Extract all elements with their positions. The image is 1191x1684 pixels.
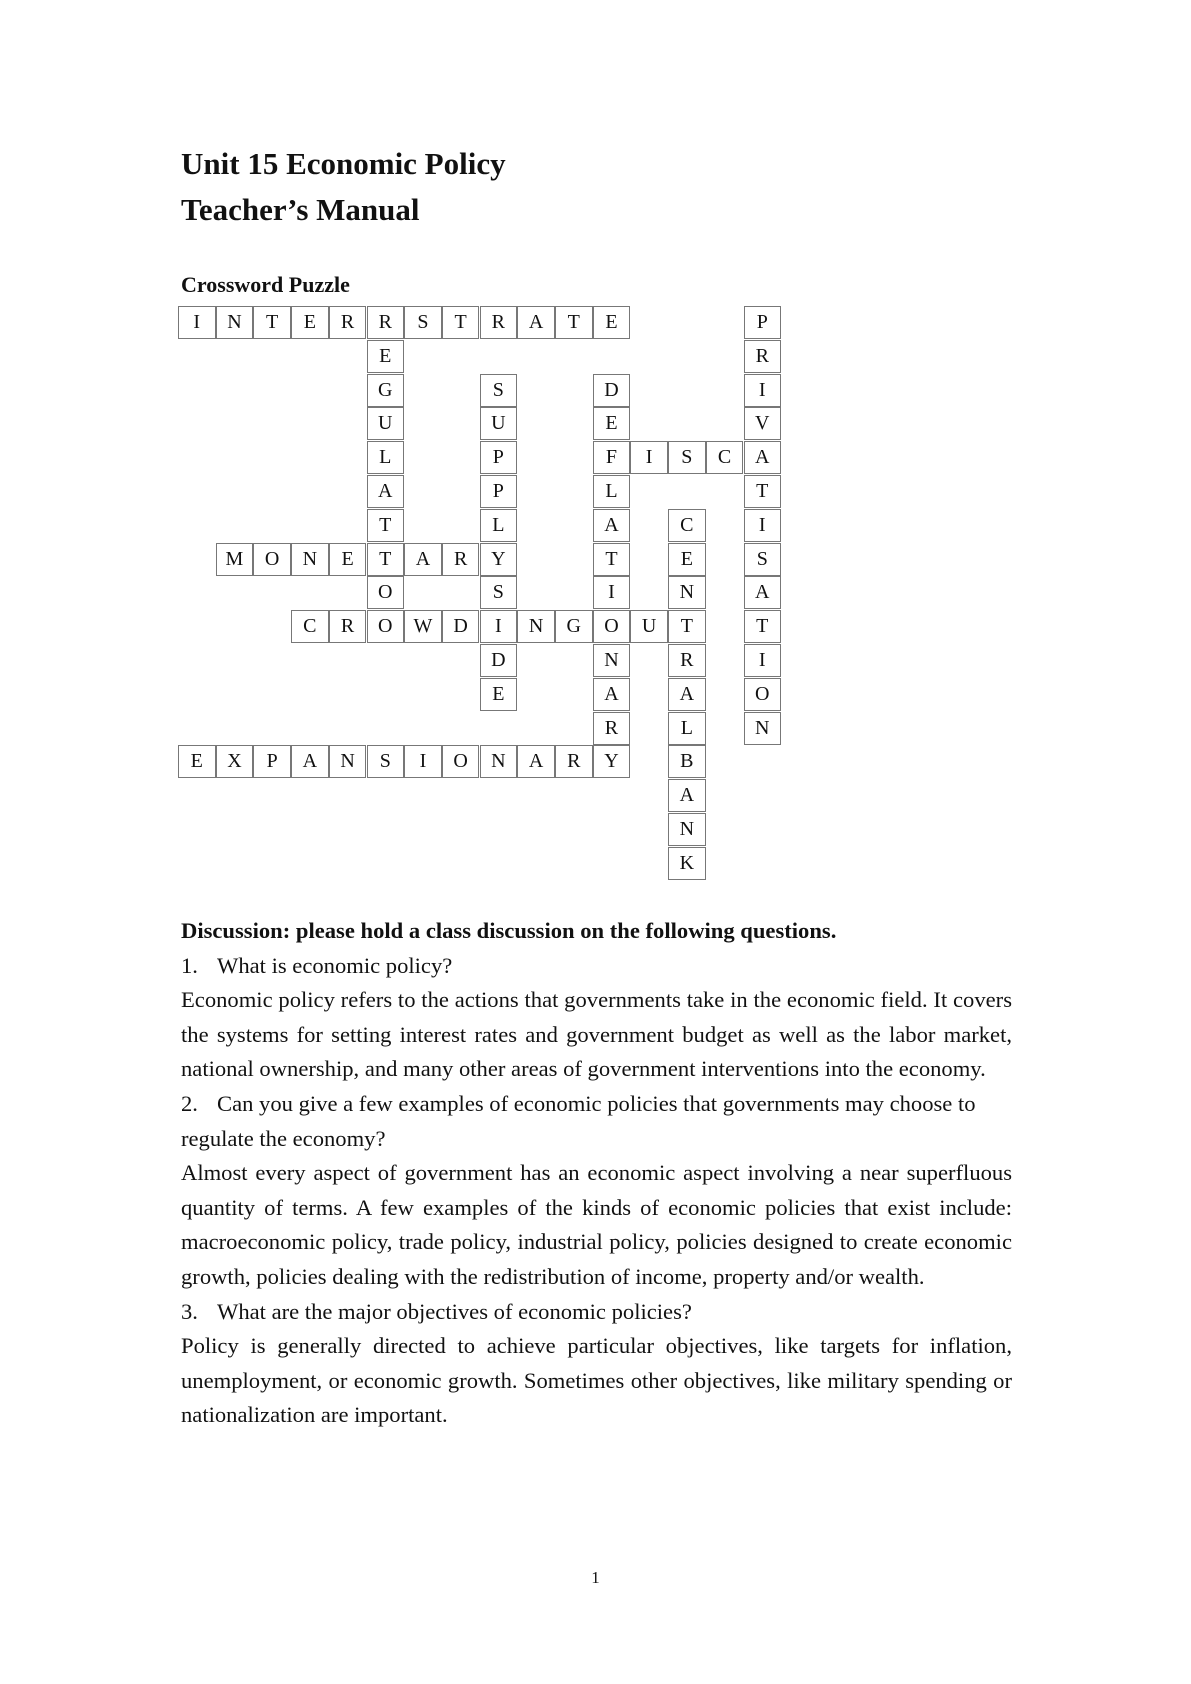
crossword-cell: F	[593, 441, 631, 474]
crossword-cell: S	[480, 576, 518, 609]
crossword-cell: A	[517, 306, 555, 339]
crossword-cell: N	[517, 610, 555, 643]
crossword-cell: T	[555, 306, 593, 339]
crossword-cell: O	[593, 610, 631, 643]
answer-2: Almost every aspect of government has an economic aspect involving a near superfluous quantity of terms. A few examples of the kinds of economic policies that exist include: macroeconomic policy, trade policy, industrial policy, policies designed to create economic growth, policies dealing with the redistribution of income, property and/or wealth.	[181, 1160, 1012, 1289]
crossword-cell: I	[404, 745, 442, 778]
crossword-cell: K	[668, 847, 706, 880]
page-number: 1	[591, 1568, 600, 1587]
crossword-cell: E	[178, 745, 216, 778]
crossword-cell: N	[480, 745, 518, 778]
answer-1: Economic policy refers to the actions that governments take in the economic field. It covers the systems for setting interest rates and government budget as well as the labor market, national ownership, and many other areas of government interventions into the economy.	[181, 987, 1012, 1082]
crossword-cell: R	[668, 644, 706, 677]
crossword-cell: D	[442, 610, 480, 643]
crossword-cell: I	[593, 576, 631, 609]
crossword-cell: R	[442, 543, 480, 576]
crossword-cell: N	[216, 306, 254, 339]
question-number: 1.	[181, 952, 198, 978]
question-text: Can you give a few examples of economic policies that governments may choose to regulate the economy?	[181, 1090, 976, 1151]
crossword-cell: O	[367, 576, 405, 609]
crossword-cell: A	[593, 678, 631, 711]
crossword-cell: A	[668, 779, 706, 812]
crossword-cell: S	[480, 374, 518, 407]
crossword-cell: P	[744, 306, 782, 339]
crossword-cell: R	[593, 712, 631, 745]
crossword-cell: L	[480, 509, 518, 542]
crossword-cell: I	[480, 610, 518, 643]
crossword-cell: T	[593, 543, 631, 576]
crossword-cell: X	[216, 745, 254, 778]
crossword-cell: D	[480, 644, 518, 677]
crossword-cell: E	[593, 306, 631, 339]
crossword-cell: S	[744, 543, 782, 576]
crossword-cell: P	[480, 475, 518, 508]
crossword-cell: C	[706, 441, 744, 474]
crossword-cell: G	[555, 610, 593, 643]
crossword-cell: B	[668, 745, 706, 778]
crossword-cell: E	[480, 678, 518, 711]
crossword-cell: I	[178, 306, 216, 339]
crossword-cell: Y	[593, 745, 631, 778]
crossword-cell: L	[668, 712, 706, 745]
crossword-cell: S	[367, 745, 405, 778]
crossword-cell: I	[630, 441, 668, 474]
question-number: 2.	[181, 1090, 198, 1116]
crossword-cell: O	[442, 745, 480, 778]
crossword-cell: M	[216, 543, 254, 576]
crossword-cell: N	[668, 576, 706, 609]
crossword-cell: R	[555, 745, 593, 778]
crossword-cell: R	[744, 340, 782, 373]
crossword-cell: A	[404, 543, 442, 576]
crossword-cell: O	[253, 543, 291, 576]
crossword-cell: T	[367, 509, 405, 542]
crossword-cell: U	[480, 407, 518, 440]
crossword-cell: O	[367, 610, 405, 643]
crossword-cell: E	[367, 340, 405, 373]
question-text: What is economic policy?	[217, 952, 453, 978]
crossword-cell: A	[291, 745, 329, 778]
crossword-cell: N	[291, 543, 329, 576]
crossword-cell: I	[744, 509, 782, 542]
question-2	[181, 1087, 1012, 1156]
crossword-cell: L	[367, 441, 405, 474]
crossword-cell: T	[253, 306, 291, 339]
answer-3: Policy is generally directed to achieve particular objectives, like targets for inflation, unemployment, or economic growth. Sometimes other objectives, like military spending or nationalization are important.	[181, 1333, 1012, 1428]
crossword-cell: S	[404, 306, 442, 339]
crossword-cell: N	[668, 813, 706, 846]
question-1	[181, 949, 1012, 984]
crossword-cell: A	[593, 509, 631, 542]
crossword-cell: T	[744, 475, 782, 508]
crossword-cell: E	[668, 543, 706, 576]
crossword-cell: R	[329, 306, 367, 339]
crossword-cell: V	[744, 407, 782, 440]
crossword-cell: A	[367, 475, 405, 508]
crossword-cell: P	[253, 745, 291, 778]
crossword-cell: N	[593, 644, 631, 677]
crossword-cell: U	[630, 610, 668, 643]
crossword-cell: R	[329, 610, 367, 643]
crossword-cell: C	[291, 610, 329, 643]
crossword-cell: C	[668, 509, 706, 542]
crossword-heading: Crossword Puzzle	[181, 272, 350, 297]
crossword-cell: I	[744, 374, 782, 407]
crossword-cell: O	[744, 678, 782, 711]
crossword-cell: Y	[480, 543, 518, 576]
crossword-cell: E	[329, 543, 367, 576]
crossword-cell: A	[517, 745, 555, 778]
crossword-cell: N	[329, 745, 367, 778]
crossword-cell: A	[668, 678, 706, 711]
crossword-cell: T	[668, 610, 706, 643]
crossword-cell: E	[593, 407, 631, 440]
crossword-cell: T	[442, 306, 480, 339]
crossword-cell: A	[744, 441, 782, 474]
page-subtitle: Teacher’s Manual	[181, 192, 420, 227]
question-number: 3.	[181, 1298, 198, 1324]
crossword-cell: A	[744, 576, 782, 609]
crossword-cell: T	[744, 610, 782, 643]
question-text: What are the major objectives of economic policies?	[217, 1298, 692, 1324]
crossword-cell: S	[668, 441, 706, 474]
crossword-cell: I	[744, 644, 782, 677]
crossword-cell: T	[367, 543, 405, 576]
question-3	[181, 1295, 1012, 1330]
crossword-cell: U	[367, 407, 405, 440]
crossword-cell: E	[291, 306, 329, 339]
crossword-grid	[178, 306, 794, 882]
crossword-cell: W	[404, 610, 442, 643]
discussion-heading: Discussion: please hold a class discussion on the following questions.	[181, 918, 837, 943]
discussion-section	[181, 914, 1012, 1433]
crossword-cell: R	[480, 306, 518, 339]
crossword-cell: P	[480, 441, 518, 474]
crossword-cell: N	[744, 712, 782, 745]
page-title: Unit 15 Economic Policy	[181, 146, 506, 181]
crossword-cell: D	[593, 374, 631, 407]
crossword-cell: G	[367, 374, 405, 407]
crossword-cell: L	[593, 475, 631, 508]
crossword-cell: R	[367, 306, 405, 339]
